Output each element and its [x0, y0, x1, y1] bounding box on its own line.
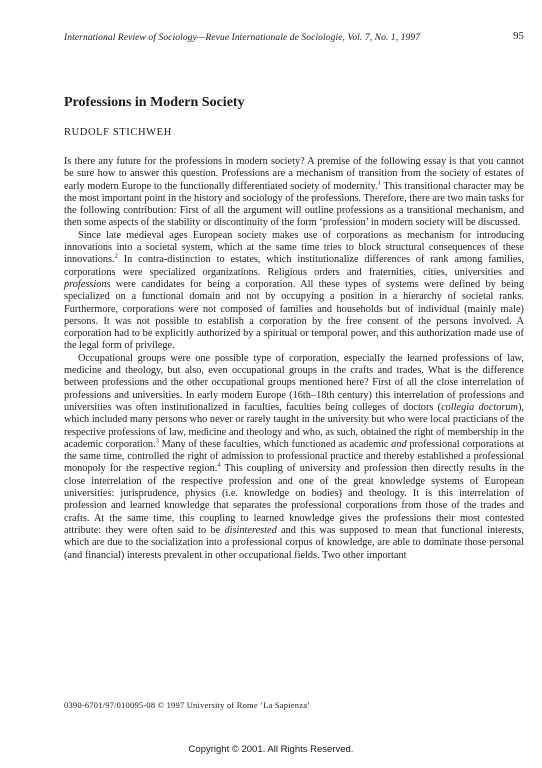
running-head: [64, 33, 524, 43]
page-number: 95: [513, 31, 524, 42]
text-run: In contra-distinction to estates, which institutionalize differences of rank among families, corporations were specialized organizations. Religious orders and fraternities, cities, universities and: [64, 254, 524, 278]
italic-term: disinterested: [224, 524, 277, 536]
text-run: Since late medieval ages European society makes use of corporations as mechanism for introducing innovations into a societal system, which at the same time tries to block structural consequences of these innovations.: [64, 229, 524, 266]
text-run: were candidates for being a corporation. All these types of systems were defined by being specialized on a functional domain and not by occupying a position in a hierarchy of societal ranks. Furthermore, corporations were not composed of families and households but of individual (mainly male) persons. It was not possible to establish a corporation by the free consent of the persons involved. A corporation had to be explicitly authorized by a spiritual or temporal power, and this authorization made use of the legal form of privilege.: [64, 278, 524, 352]
body-paragraph: [64, 230, 524, 353]
footnote-marker[interactable]: 2: [114, 252, 118, 260]
italic-term: and: [391, 438, 407, 450]
italic-term: professions: [64, 278, 111, 290]
text-run: ), which included many persons who never or rarely taught in the university but who were local practicians of the respective professions of law, medicine and theology and who, as such, obtained the right of membership in the academic corporation.: [64, 401, 525, 450]
article-body: [64, 156, 524, 562]
footnote-marker[interactable]: 3: [155, 437, 159, 445]
journal-citation: International Review of Sociology—Revue Internationale de Sociologie, Vol. 7, No. 1, 1997: [64, 33, 421, 43]
copyright-notice: Copyright © 2001. All Rights Reserved.: [188, 744, 354, 755]
body-paragraph: [64, 353, 524, 562]
text-run: Many of these faculties, which functioned as academic: [158, 438, 392, 450]
text-run: professional corporations at the same time, controlled the right of admission to professional practice and thereby established a professional monopoly for the respective region.: [64, 438, 524, 475]
article-title: Professions in Modern Society: [64, 95, 245, 110]
text-run: Occupational groups were one possible type of corporation, especially the learned professions of law, medicine and theology, but also, even occupational groups in the crafts and trades. What is the difference between professions and the other occupational groups mentioned here? First of all the close interrelation of professions and universities. In early modern Europe (16th–18th century) this interrelation of professions and universities was often institutionalized in faculties, faculties being colleges of doctors (: [64, 352, 524, 413]
text-run: Is there any future for the professions in modern society? A premise of the following essay is that you cannot be sure how to answer this question. Professions are a mechanism of transition from the society of estates of early modern Europe to the functionally differentiated society of modernity.: [64, 156, 524, 192]
text-run: This coupling of university and profession then directly results in the close interrelation of the respective profession and one of the great knowledge systems of European universities: jurisprudence, physics (i.e. knowledge on bodies) and theology. It is this interrelation of profession and learned knowledge that separates the professional corporations from those of the trades and crafts. At the same time, this coupling to learned knowledge gives the professions their most contested attribute: they were often said to be: [64, 463, 524, 536]
text-run: This transitional character may be the most important point in the history and sociology of the professions. Therefore, there are two main tasks for the following contribution: First of all the argument will outline professions as a transitional mechanism, and then some aspects of the stability or discontinuity of the form ‘profession’ in modern society will be discussed.: [64, 180, 524, 229]
issn-footer: 0390-6701/97/010095-08 © 1997 University of Rome ‘La Sapienza’: [64, 700, 311, 710]
footnote-marker[interactable]: 1: [377, 179, 381, 187]
italic-term: collegia doctorum: [441, 401, 518, 413]
footnote-marker[interactable]: 4: [217, 462, 221, 469]
article-author: RUDOLF STICHWEH: [64, 127, 172, 138]
body-paragraph: [64, 156, 524, 230]
text-run: and this was supposed to mean that functional interests, which are due to the socialization into a professional corpus of knowledge, are able to dominate those personal (and financial) interests prevalent in other occupational fields. Two other important: [64, 524, 524, 561]
